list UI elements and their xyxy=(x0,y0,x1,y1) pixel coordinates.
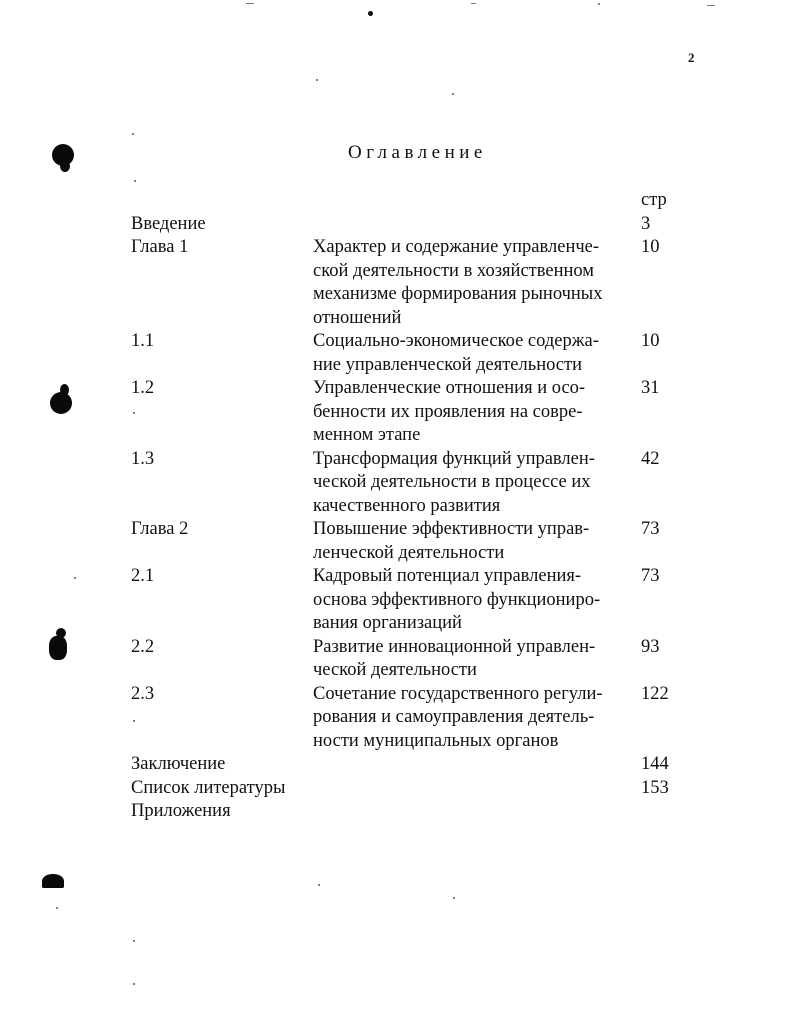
scan-dash-1 xyxy=(246,3,254,4)
toc-entry-title xyxy=(313,753,641,777)
toc-entry xyxy=(131,753,691,777)
scan-speck-11 xyxy=(133,940,135,942)
toc-entry-title-line: Кадровый потенциал управления- xyxy=(313,566,582,586)
toc-entry-title-line: вания организаций xyxy=(313,613,462,633)
scan-blot-3 xyxy=(49,636,67,660)
toc-entry-title xyxy=(313,448,641,519)
toc-entry-title-line: ческой деятельности в процессе их xyxy=(313,472,591,492)
toc-entry-title-line: менном этапе xyxy=(313,425,421,445)
toc-entry-title xyxy=(313,636,641,683)
toc-entry xyxy=(131,448,691,519)
toc-entry-title xyxy=(313,236,641,330)
toc-entry-title-line: ленческой деятельности xyxy=(313,542,505,563)
toc-entry-title-line: Социально-экономическое содержа- xyxy=(313,331,599,351)
toc-entry-page: 93 xyxy=(641,636,660,657)
toc-entry-title-line: основа эффективного функциониро- xyxy=(313,589,601,610)
toc-entry xyxy=(131,800,691,824)
toc-entry-title xyxy=(313,377,641,448)
scan-dash-3 xyxy=(471,3,476,4)
toc-entry-title-line: ческой деятельности xyxy=(313,660,477,680)
toc-entry-title-line: Развитие инновационной управлен- xyxy=(313,636,596,657)
toc-entry-page xyxy=(641,800,691,824)
toc-entry-label: Заключение xyxy=(131,754,226,774)
toc-entry-title xyxy=(313,213,641,237)
toc-entry-label: Глава 1 xyxy=(131,237,189,257)
toc-entry-title-line: Управленческие отношения и осо- xyxy=(313,378,586,398)
toc-entry-label: 1.1 xyxy=(131,331,155,351)
toc-entry-page: 10 xyxy=(641,237,660,257)
toc-entry xyxy=(131,236,691,330)
toc-entry-page: 31 xyxy=(641,378,660,398)
toc-entry-label: Приложения xyxy=(131,801,231,821)
toc-entry-label: Список литературы xyxy=(131,777,286,798)
toc-entry-label: 2.3 xyxy=(131,683,155,704)
toc-entry-label: 1.2 xyxy=(131,378,155,398)
scan-speck-5 xyxy=(74,577,76,579)
scan-speck-12 xyxy=(133,983,135,985)
toc-entry-title-line: ности муниципальных органов xyxy=(313,730,559,751)
toc-entry-title xyxy=(313,330,641,377)
toc-entry-title xyxy=(313,518,641,565)
scan-blot-4 xyxy=(42,874,64,888)
toc-entry xyxy=(131,683,691,754)
toc-entry-title-line: Характер и содержание управленче- xyxy=(313,237,600,257)
scan-speck-9 xyxy=(453,897,455,899)
toc-entry-page: 122 xyxy=(641,683,669,704)
scan-blot-2b xyxy=(60,384,69,396)
page-number: 2 xyxy=(688,50,695,65)
toc-entry xyxy=(131,330,691,377)
toc-entry-label: 1.3 xyxy=(131,448,155,469)
toc-entry-title-line: ской деятельности в хозяйственном xyxy=(313,260,594,281)
scan-speck-8 xyxy=(318,884,320,886)
toc-entry-title xyxy=(313,777,641,801)
toc-entry xyxy=(131,565,691,636)
toc-entry-title-line: ние управленческой деятельности xyxy=(313,354,582,375)
toc-entry-page: 153 xyxy=(641,777,669,798)
toc-entry-title-line: механизме формирования рыночных xyxy=(313,284,603,304)
toc-entry-title xyxy=(313,800,641,824)
scan-speck-3 xyxy=(132,133,134,135)
toc-entry-label: 2.2 xyxy=(131,636,155,657)
toc-entry xyxy=(131,636,691,683)
toc-entry-title-line: Повышение эффективности управ- xyxy=(313,519,590,539)
toc-entry-label: Введение xyxy=(131,213,206,234)
scan-speck-13 xyxy=(598,3,600,5)
toc-entry-title xyxy=(313,565,641,636)
toc-entry-title-line: качественного развития xyxy=(313,495,501,516)
toc-entry-title-line: рования и самоуправления деятель- xyxy=(313,707,595,727)
scan-speck-6 xyxy=(133,412,135,414)
page-column-header: стр xyxy=(641,190,667,210)
scan-speck-2 xyxy=(452,93,454,95)
scan-blot-5 xyxy=(368,11,373,16)
toc-entry-title-line: Сочетание государственного регули- xyxy=(313,683,603,704)
scan-dash-2 xyxy=(707,5,715,6)
toc-entry-page: 73 xyxy=(641,566,660,586)
scan-blot-1b xyxy=(60,160,70,172)
toc-table xyxy=(131,189,691,824)
scan-speck-10 xyxy=(56,907,58,909)
toc-entry xyxy=(131,213,691,237)
scan-speck-4 xyxy=(134,180,136,182)
scan-speck-7 xyxy=(133,720,135,722)
toc-entry-title xyxy=(313,683,641,754)
toc-entry-title-line: бенности их проявления на совре- xyxy=(313,401,583,422)
scan-blot-3b xyxy=(56,628,66,638)
scan-speck-1 xyxy=(316,79,318,81)
toc-entry xyxy=(131,377,691,448)
toc-entry xyxy=(131,518,691,565)
toc-entry-page: 144 xyxy=(641,754,669,774)
toc-entry-page: 73 xyxy=(641,519,660,539)
toc-entry-title-line: Трансформация функций управлен- xyxy=(313,448,595,469)
toc-entry-label: 2.1 xyxy=(131,566,155,586)
toc-entry-page: 3 xyxy=(641,213,651,234)
toc-entry-label: Глава 2 xyxy=(131,519,189,539)
toc-entry-page: 42 xyxy=(641,448,660,469)
toc-entry-page: 10 xyxy=(641,331,660,351)
toc-header-row xyxy=(131,189,691,213)
toc-entry xyxy=(131,777,691,801)
toc-title: Оглавление xyxy=(348,142,487,163)
scan-blot-2 xyxy=(50,392,72,414)
toc-entry-title-line: отношений xyxy=(313,307,402,328)
